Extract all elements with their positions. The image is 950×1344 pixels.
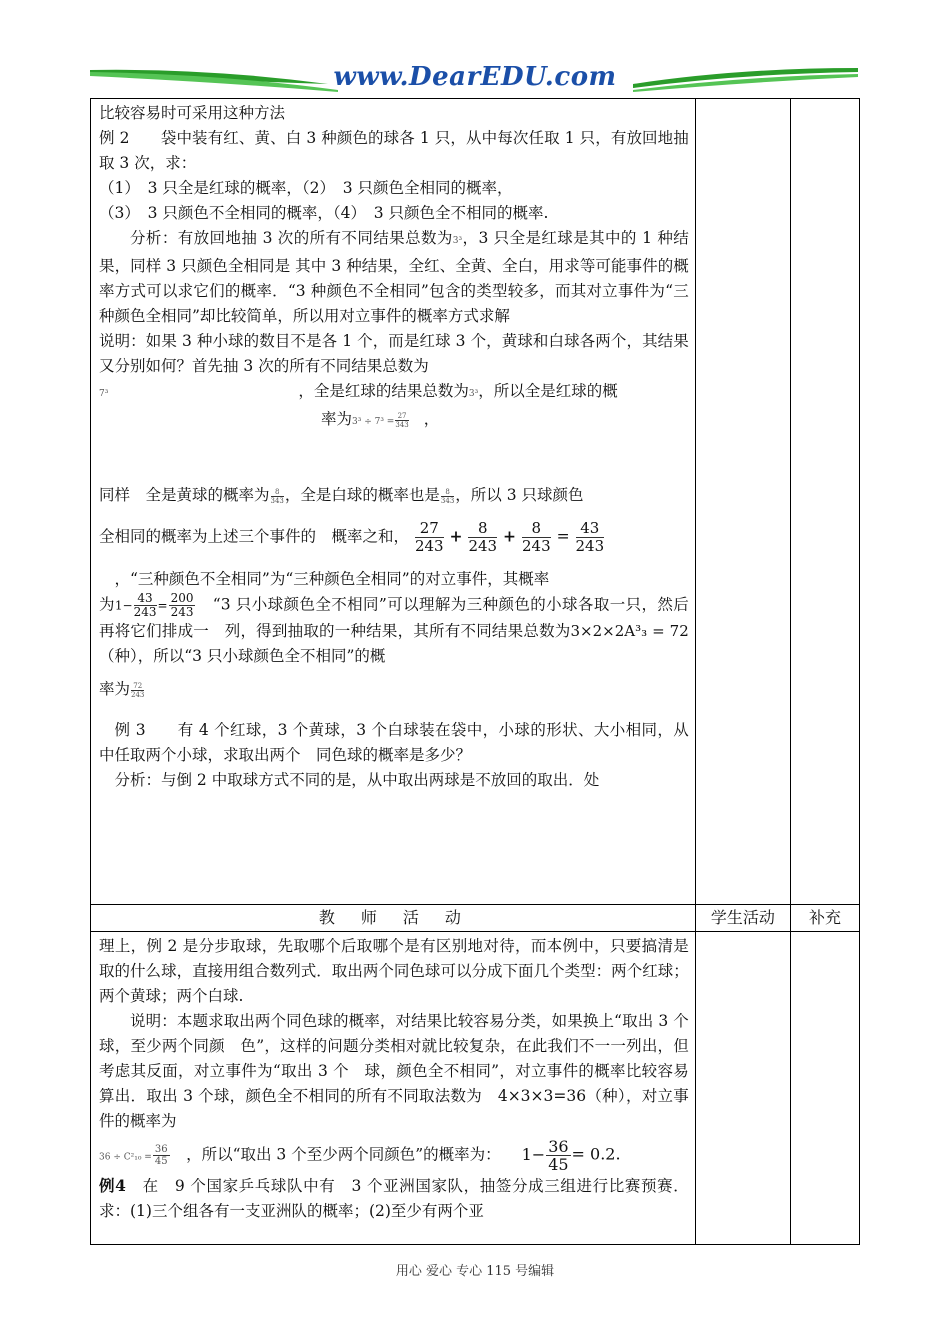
fraction: $\frac{72}{243}$ xyxy=(131,681,145,699)
teacher-activity-header: 教师活动 xyxy=(91,905,696,932)
fraction: $\frac{36}{45}$ xyxy=(548,1137,569,1174)
fraction: $\frac{8}{243}$ xyxy=(521,519,551,555)
teacher-activity-cell-2 xyxy=(91,932,696,1245)
question-3-4: （3） 3 只颜色不全相同的概率，（4） 3 只颜色全不相同的概率. xyxy=(99,204,549,222)
count-formula: 3×2×2A³₃ = 72 xyxy=(570,622,689,640)
teacher-activity-cell-1 xyxy=(91,99,696,905)
example-2: 例 2 袋中装有红、黄、白 3 种颜色的球各 1 只，从中每次任取 1 只，有放回地抽取 3 次，求： xyxy=(99,129,689,172)
note-result-line: 率为3³ ÷ 7³ = $\frac{27}{343}$ ， xyxy=(321,410,440,429)
supplement-cell-2 xyxy=(790,932,859,1245)
student-activity-cell-2 xyxy=(695,932,790,1245)
analysis-paragraph: 分析：有放回地抽 3 次的所有不同结果总数为3³，3 只全是红球是其中的 1 种结果，同样 3 只颜色全相同是 其中 3 种结果，全红、全黄、全白，用求等可能事件的概率方式可以求它们的概率．“3 种颜色不全相同”包含的类型较多，而其对立事件为“三种颜色全相同”却比较简单，所以用对立事件的概率方式求解 xyxy=(99,229,689,325)
example-4: 例4 在 9 个国家乒乓球队中有 3 个亚洲国家队，抽签分成三组进行比赛预赛．求：(1)三个组各有一支亚洲队的概率；(2)至少有两个亚 xyxy=(99,1176,689,1220)
question-1-2: （1） 3 只全是红球的概率，（2） 3 只颜色全相同的概率， xyxy=(99,179,513,197)
example-3: 例 3 有 4 个红球，3 个黄球，3 个白球装在袋中，小球的形状、大小相同，从中任取两个小球，求取出两个 同色球的概率是多少？ xyxy=(99,721,689,764)
example-3-analysis: 分析：与倒 2 中取球方式不同的是，从中取出两球是不放回的取出．处 xyxy=(114,771,600,789)
note-paragraph: 说明：如果 3 种小球的数目不是各 1 个，而是红球 3 个，黄球和白球各两个，其结果又分别如何？首先抽 3 次的所有不同结果总数为 xyxy=(99,332,689,375)
student-activity-cell-1 xyxy=(695,99,790,905)
formula-line: 36 ÷ C²₁₀ = $\frac{36}{45}$ ，所以“取出 3 个至少两个同颜色”的概率为： 1− $\frac{36}{45}$ = 0.2. xyxy=(99,1137,621,1174)
fraction: $\frac{8}{343}$ xyxy=(440,487,455,505)
opposite-prob-line: 为1− $\frac{43}{243}$ = $\frac{200}{243}$ “3 只小球颜色全不相同”可以理解为三种颜色的小球各取一只，然后再将它们排成一 列，得到抽取的一种结果，其所有不同结果总数为3×2×2A³₃ = 72 （种），所以“3 只小球颜色全不相同”的概 xyxy=(99,591,689,665)
page-header xyxy=(88,60,860,96)
student-activity-header: 学生活动 xyxy=(695,905,790,932)
fraction: $\frac{200}{243}$ xyxy=(170,591,194,619)
fraction: $\frac{43}{243}$ xyxy=(575,519,605,555)
lesson-table xyxy=(90,98,860,1245)
fraction: $\frac{43}{243}$ xyxy=(133,591,157,619)
fraction: $\frac{8}{343}$ xyxy=(270,487,284,505)
fraction: $\frac{36}{45}$ xyxy=(154,1144,168,1167)
fraction: $\frac{8}{243}$ xyxy=(468,519,498,555)
supplement-cell-1 xyxy=(790,99,859,905)
site-logo[interactable]: www.DearEDU.com xyxy=(333,62,617,92)
page-footer: 用心 爱心 专心 115 号编辑 xyxy=(395,1264,555,1279)
paragraph-continued: 理上，例 2 是分步取球，先取哪个后取哪个是有区别地对待，而本例中，只要搞清是取的什么球，直接用组合数列式．取出两个同色球可以分成下面几个类型：两个红球；两个黄球；两个白球. xyxy=(99,937,689,1005)
sum-line: 全相同的概率为上述三个事件的 概率之和， $\frac{27}{243}$ + $\frac{8}{243}$ + $\frac{8}{243}$ = $\frac{43}{243}$ xyxy=(99,519,605,555)
text-line: 比较容易时可采用这种方法 xyxy=(99,104,286,122)
note-paragraph-2: 说明：本题求取出两个同色球的概率，对结果比较容易分类，如果换上“取出 3 个球，至少两个同颜 色”，这样的问题分类相对就比较复杂，在此我们不一一列出，但考虑其反面，对立事件为“取出 3 个 球，颜色全不相同”，对立事件的概率比较容易算出．取出 3 个球，颜色全不相同的所有不同取法数为 4×3×3=36（种），对立事件的概率为 xyxy=(99,1012,689,1130)
fraction: $\frac{27}{343}$ xyxy=(395,411,409,429)
note-line: 7³ ，全是红球的结果总数为3³，所以全是红球的概 xyxy=(99,382,618,400)
opposite-line: ，“三种颜色不全相同”为“三种颜色全相同”的对立事件，其概率 xyxy=(114,570,550,588)
same-color-line: 同样 全是黄球的概率为 $\frac{8}{343}$ ，全是白球的概率也是 $\frac{8}{343}$ ，所以 3 只球颜色 xyxy=(99,486,584,505)
supplement-header: 补充 xyxy=(790,905,859,932)
seven-power: 7³ xyxy=(99,389,109,399)
fraction: $\frac{27}{243}$ xyxy=(414,519,444,555)
count-prob-line: 率为 $\frac{72}{243}$ xyxy=(99,680,145,699)
